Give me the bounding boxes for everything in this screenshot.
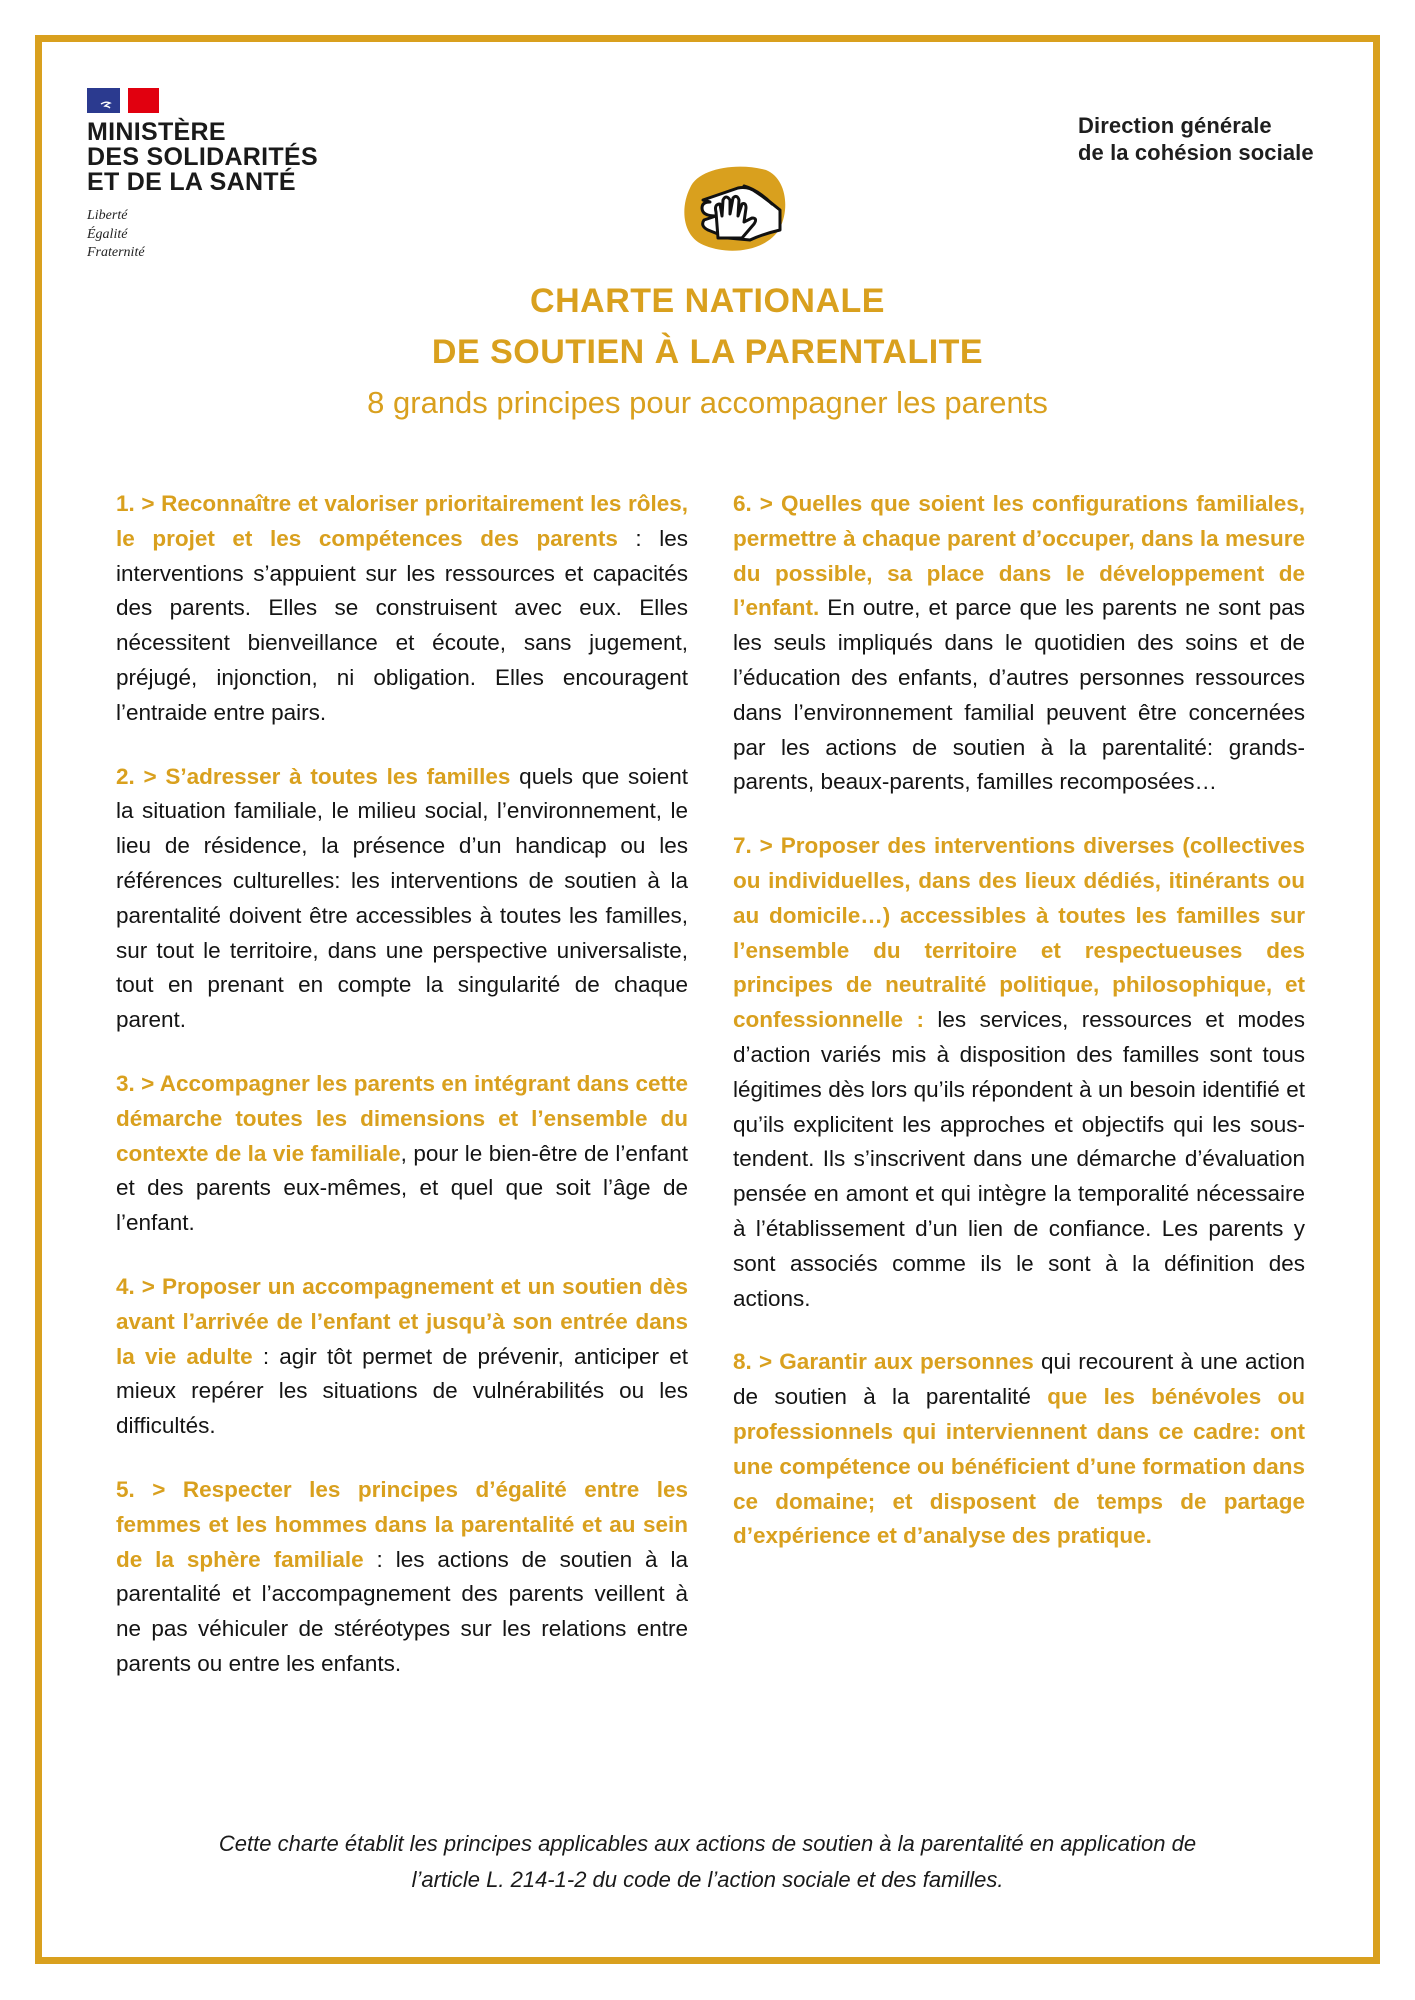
principle-heading: 8. > Garantir aux personnes (733, 1349, 1034, 1375)
ministry-name-line: MINISTÈRE (87, 118, 226, 146)
principle-heading-continued: que les bénévoles ou professionnels qui interviennent dans ce cadre: ont une compétence ou bénéficient d’une formation dans ce domaine; et disposent de temps de partage d’expérience et d’analyse des pratique. (733, 1384, 1306, 1549)
direction-line: de la cohésion sociale (1078, 140, 1314, 165)
principles-column-left (116, 487, 688, 1711)
direction-generale-label (1078, 112, 1314, 166)
charter-title-line-2: DE SOUTIEN À LA PARENTALITE (431, 333, 984, 371)
principle-6 (733, 487, 1305, 800)
marianne-flag-icon (87, 88, 159, 113)
motto-line: Égalité (87, 226, 128, 242)
principle-4 (116, 1270, 688, 1444)
principle-3 (116, 1067, 688, 1241)
legal-footer-note (90, 1826, 1325, 1898)
principles-column-right (733, 487, 1305, 1583)
principle-body: : agir tôt permet de prévenir, anticiper et mieux repérer les situations de vulnérabilités ou les difficultés. (116, 1343, 688, 1439)
footer-line: Cette charte établit les principes applicables aux actions de soutien à la parentalité en application de (218, 1831, 1197, 1856)
principle-heading: 3. > Accompagner les parents en intégrant dans cette démarche toutes les dimensions et l’ensemble du contexte de la vie familiale (116, 1070, 688, 1166)
principle-body: qui recourent à une action de soutien à la parentalité (733, 1349, 1305, 1410)
flag-blue-band (87, 88, 120, 113)
principle-heading: 4. > Proposer un accompagnement et un soutien dès avant l’arrivée de l’enfant et jusqu’à son entrée dans la vie adulte (116, 1273, 688, 1369)
principle-heading: 1. > Reconnaître et valoriser prioritairement les rôles, le projet et les compétences des parents (116, 491, 688, 551)
principle-body: , pour le bien-être de l’enfant et des parents eux-mêmes, et quel que soit l’âge de l’enfant. (116, 1140, 688, 1236)
principle-body: les services, ressources et modes d’action variés mis à disposition des familles sont tous légitimes dès lors qu’ils répondent à un besoin identifié et qu’ils explicitent les approches et objectifs qui les sous-tendent. Ils s’inscrivent dans une démarche d’évaluation pensée en amont et qui intègre la temporalité nécessaire à l’établissement d’un lien de confiance. Les parents y sont associés comme ils le sont à la définition des actions. (733, 1007, 1306, 1311)
charter-subtitle: 8 grands principes pour accompagner les parents (367, 385, 1048, 420)
ministry-name-line: ET DE LA SANTÉ (87, 168, 296, 196)
principle-5 (116, 1473, 688, 1682)
principle-7 (733, 829, 1305, 1316)
principle-heading: 7. > Proposer des interventions diverses (collectives ou individuelles, dans des lieux dédiés, itinérants ou au domicile…) accessibles à toutes les familles sur l’ensemble du territoire et respectueuses des principes de neutralité politique, philosophique, et confessionnelle : (733, 833, 1305, 1033)
motto-line: Liberté (87, 208, 128, 223)
principle-heading: 2. > S’adresser à toutes les familles (116, 763, 511, 789)
principle-2 (116, 760, 688, 1038)
principle-8 (733, 1345, 1305, 1554)
flag-red-band (128, 88, 159, 113)
principle-heading: 6. > Quelles que soient les configurations familiales, permettre à chaque parent d’occuper, dans la mesure du possible, sa place dans le développement de l’enfant. (733, 491, 1305, 621)
ministry-name (87, 120, 318, 195)
principle-heading: 5. > Respecter les principes d’égalité entre les femmes et les hommes dans la parentalité et au sein de la sphère familiale (116, 1476, 688, 1572)
flag-white-band (120, 88, 128, 113)
hands-icon (668, 160, 792, 256)
principle-body: : les interventions s’appuient sur les ressources et capacités des parents. Elles se construisent avec eux. Elles nécessitent bienveillance et écoute, sans jugement, préjugé, injonction, ni obligation. Elles encouragent l’entraide entre pairs. (116, 525, 688, 725)
principle-body: En outre, et parce que les parents ne sont pas les seuls impliqués dans le quotidien des soins et de l’éducation des enfants, d’autres personnes ressources dans l’environnement familial peuvent être concernées par les actions de soutien à la parentalité: grands-parents, beaux-parents, familles recomposées… (733, 595, 1305, 795)
footer-line: l’article L. 214-1-2 du code de l’action sociale et des familles. (411, 1867, 1004, 1892)
principle-body: quels que soient la situation familiale, le milieu social, l’environnement, le lieu de résidence, la présence d’un handicap ou les références culturelles: les interventions de soutien à la parentalité doivent être accessibles à toutes les familles, sur tout le territoire, dans une perspective universaliste, tout en prenant en compte la singularité de chaque parent. (116, 763, 689, 1033)
ministry-logo-block (87, 88, 318, 263)
republic-motto (87, 207, 318, 263)
ministry-name-line: DES SOLIDARITÉS (87, 143, 318, 171)
principle-1 (116, 487, 688, 731)
direction-line: Direction générale (1078, 113, 1272, 138)
motto-line: Fraternité (87, 245, 145, 260)
charter-title-line-1: CHARTE NATIONALE (530, 282, 885, 320)
principle-body: : les actions de soutien à la parentalité et l’accompagnement des parents veillent à ne pas véhiculer de stéréotypes sur les relations entre parents ou entre les enfants. (116, 1546, 688, 1676)
